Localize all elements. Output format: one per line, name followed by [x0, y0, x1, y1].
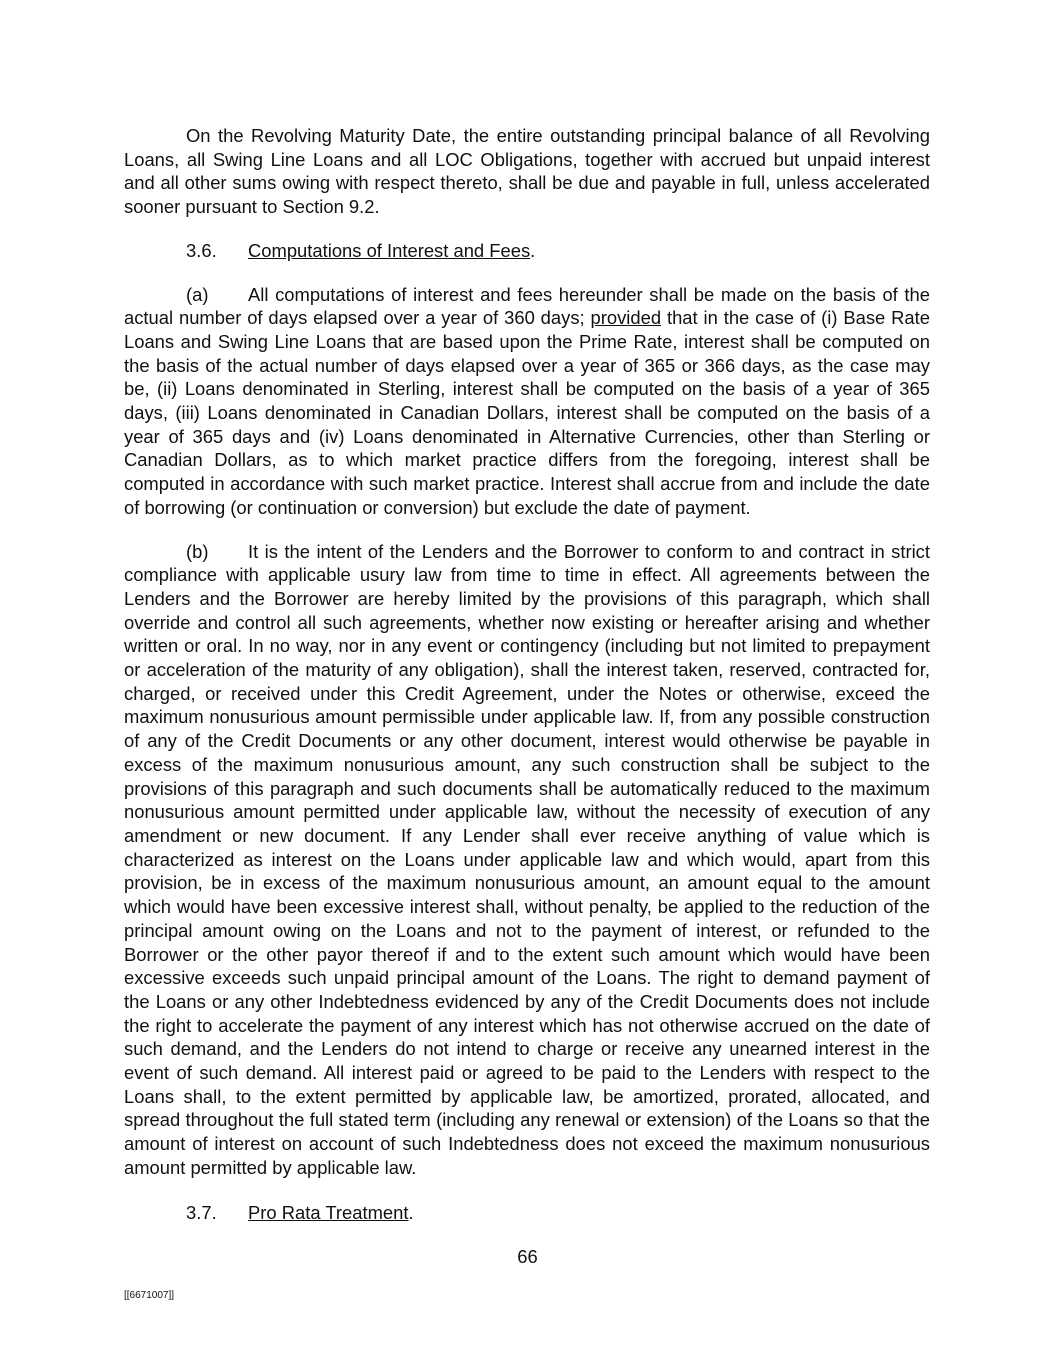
section-heading-3-6 — [124, 239, 930, 263]
section-number: 3.7. — [186, 1201, 217, 1223]
paragraph-a — [124, 283, 930, 520]
paragraph-a-label: (a) — [186, 283, 209, 305]
paragraph-b-text: It is the intent of the Lenders and the Borrower to conform to and contract in strict compliance with applicable usury law from time to time in effect. All agreements between the Lenders and the Borrower are hereby limited by the provisions of this paragraph, which shall override and control all such agreements, whether now existing or hereafter arising and whether written or oral. In no way, nor in any event or contingency (including but not limited to prepayment or acceleration of the maturity of any obligation), shall the interest taken, reserved, contracted for, charged, or received under this Credit Agreement, under the Notes or otherwise, exceed the maximum nonusurious amount permissible under applicable law. If, from any possible construction of any of the Credit Documents or any other document, interest would otherwise be payable in excess of the maximum nonusurious amount, any such construction shall be subject to the provisions of this paragraph and such documents shall be automatically reduced to the maximum nonusurious amount permitted under applicable law, without the necessity of execution of any amendment or new document. If any Lender shall ever receive anything of value which is characterized as interest on the Loans under applicable law and which would, apart from this provision, be in excess of the maximum nonusurious amount, an amount equal to the amount which would have been excessive interest shall, without penalty, be applied to the reduction of the principal amount owing on the Loans and not to the payment of interest, or refunded to the Borrower or the other payor thereof if and to the extent such amount which would have been excessive exceeds such unpaid principal amount of the Loans. The right to demand payment of the Loans or any other Indebtedness evidenced by any of the Credit Documents does not include the right to accelerate the payment of any interest which has not otherwise accrued on the date of such demand, and the Lenders do not intend to charge or receive any unearned interest in the event of such demand. All interest paid or agreed to be paid to the Lenders with respect to the Loans shall, to the extent permitted by applicable law, be amortized, prorated, allocated, and spread throughout the full stated term (including any renewal or extension) of the Loans so that the amount of interest on account of such Indebtedness does not exceed the maximum nonusurious amount permitted by applicable law. — [124, 540, 930, 1178]
section-title-punct: . — [530, 239, 536, 261]
document-id: [[6671007]] — [124, 1290, 175, 1301]
section-title: Computations of Interest and Fees — [248, 239, 531, 261]
section-title: Pro Rata Treatment — [248, 1201, 409, 1223]
page-number: 66 — [517, 1246, 538, 1267]
section-heading-3-7 — [124, 1201, 930, 1225]
section-number: 3.6. — [186, 239, 217, 261]
paragraph-a-text-before: All computations of interest and fees hereunder shall be made on the basis of the actual number of days elapsed over a year of 360 days; — [124, 283, 930, 329]
intro-paragraph: On the Revolving Maturity Date, the entire outstanding principal balance of all Revolving Loans, all Swing Line Loans and all LOC Obligations, together with accrued but unpaid interest and all other sums owing with respect thereto, shall be due and payable in full, unless accelerated sooner pursuant to Section 9.2. — [124, 125, 930, 218]
paragraph-b — [124, 540, 930, 1180]
provided-term: provided — [590, 307, 662, 329]
section-title-punct: . — [408, 1201, 414, 1223]
paragraph-a-text-after: that in the case of (i) Base Rate Loans and Swing Line Loans that are based upon the Prime Rate, interest shall be computed on the basis of the actual number of days elapsed over a year of 365 or 366 days, as the case may be, (ii) Loans denominated in Sterling, interest shall be computed on the basis of a year of 365 days, (iii) Loans denominated in Canadian Dollars, interest shall be computed on the basis of a year of 365 days and (iv) Loans denominated in Alternative Currencies, other than Sterling or Canadian Dollars, as to which market practice differs from the foregoing, interest shall be computed in accordance with such market practice. Interest shall accrue from and include the date of borrowing (or continuation or conversion) but exclude the date of payment. — [124, 307, 930, 518]
paragraph-b-label: (b) — [186, 540, 209, 562]
document-body — [124, 124, 930, 1224]
